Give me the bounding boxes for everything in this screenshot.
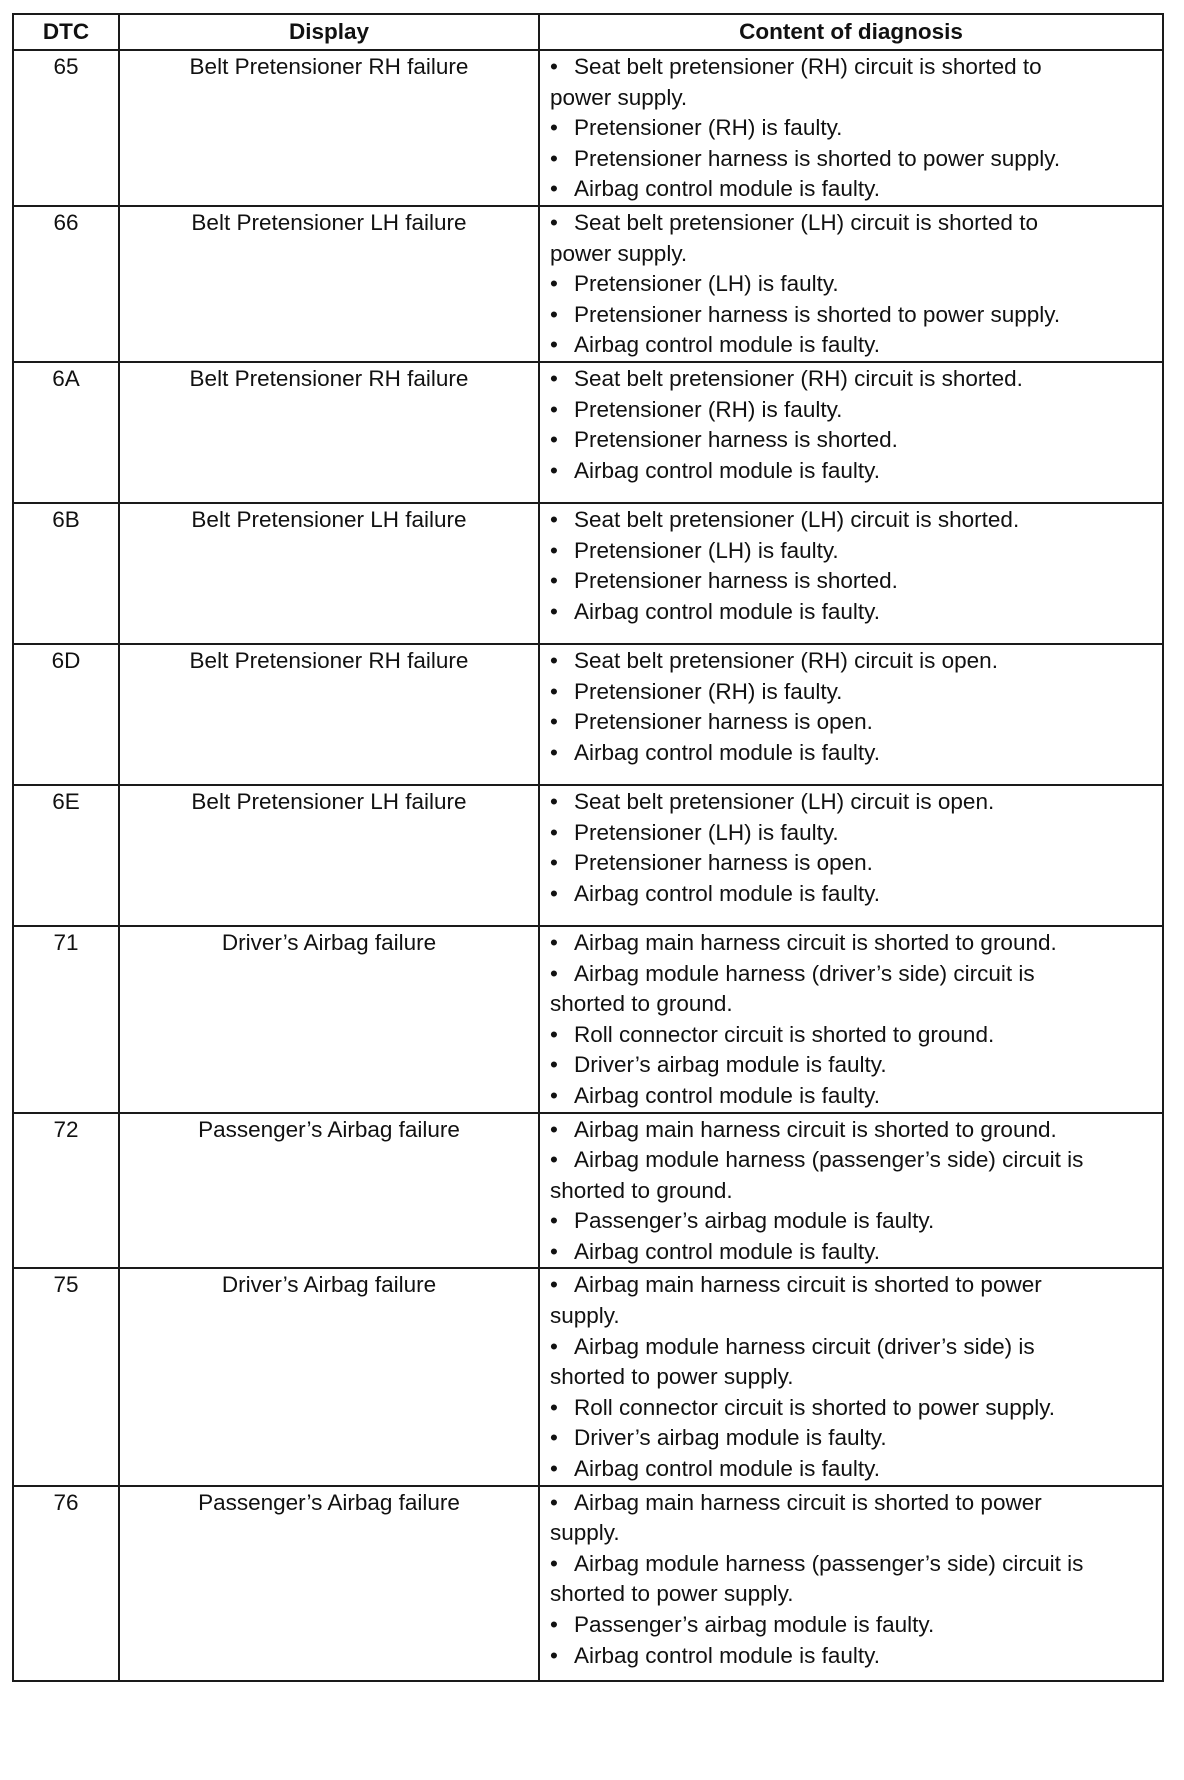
table-row (13, 926, 1163, 1113)
bullet-icon: • (550, 1642, 558, 1668)
header-dtc: DTC (13, 14, 119, 50)
bullet-icon: • (550, 176, 558, 202)
diagnosis-text: Driver’s airbag module is faulty. (574, 1052, 887, 1078)
diagnosis-bullet-item (550, 395, 1156, 426)
diagnosis-text: Airbag control module is faulty. (574, 332, 880, 358)
diagnosis-text: Airbag control module is faulty. (574, 598, 880, 624)
bullet-icon: • (550, 788, 558, 814)
diagnosis-bullet-item (550, 1488, 1156, 1519)
display-cell: Belt Pretensioner RH failure (119, 362, 539, 503)
diagnosis-bullet-item (550, 300, 1156, 331)
bullet-icon: • (550, 739, 558, 765)
diagnosis-bullet-item (550, 787, 1156, 818)
bullet-icon: • (550, 1116, 558, 1142)
diagnosis-text: Airbag control module is faulty. (574, 1238, 880, 1264)
table-row (13, 206, 1163, 362)
diagnosis-bullet-item (550, 113, 1156, 144)
table-header-row (13, 14, 1163, 50)
bullet-icon: • (550, 1612, 558, 1637)
diagnosis-bullet-item (550, 707, 1156, 738)
diagnosis-bullet-item (550, 1610, 1156, 1641)
bullet-icon: • (550, 1208, 558, 1234)
diagnosis-cell (539, 50, 1163, 206)
diagnosis-text: Roll connector circuit is shorted to ground. (574, 1021, 995, 1047)
display-cell: Belt Pretensioner RH failure (119, 644, 539, 785)
diagnosis-bullet-item (550, 959, 1156, 990)
diagnosis-text: Seat belt pretensioner (LH) circuit is shorted. (574, 506, 1020, 532)
diagnosis-text: Airbag control module is faulty. (574, 1456, 880, 1482)
diagnosis-continuation-line (550, 1301, 1156, 1332)
diagnosis-text: power supply. (550, 84, 688, 110)
diagnosis-bullet-item (550, 818, 1156, 849)
bullet-icon: • (550, 145, 558, 171)
bullet-icon: • (550, 678, 558, 704)
bullet-icon: • (550, 880, 558, 906)
diagnosis-bullet-item (550, 1145, 1156, 1176)
diagnosis-text: Pretensioner (RH) is faulty. (574, 115, 843, 141)
diagnosis-bullet-item (550, 1270, 1156, 1301)
bullet-icon: • (550, 396, 558, 422)
dtc-code-cell: 6B (13, 503, 119, 644)
diagnosis-cell (539, 1268, 1163, 1485)
diagnosis-text: Roll connector circuit is shorted to power supply. (574, 1394, 1056, 1420)
bullet-icon: • (550, 1021, 558, 1047)
dtc-code-cell: 6A (13, 362, 119, 503)
diagnosis-bullet-item (550, 1237, 1156, 1268)
diagnosis-bullet-item (550, 1081, 1156, 1112)
bullet-icon: • (550, 54, 558, 79)
bullet-icon: • (550, 1147, 558, 1173)
diagnosis-text: Pretensioner harness is open. (574, 850, 873, 876)
bullet-icon: • (550, 1489, 558, 1515)
diagnosis-text: Pretensioner harness is open. (574, 709, 873, 735)
dtc-code-cell: 66 (13, 206, 119, 362)
diagnosis-text: supply. (550, 1520, 620, 1546)
diagnosis-continuation-line (550, 989, 1156, 1020)
diagnosis-cell (539, 503, 1163, 644)
diagnosis-bullet-item (550, 879, 1156, 910)
diagnosis-text: shorted to ground. (550, 1177, 733, 1203)
bullet-icon: • (550, 568, 558, 594)
dtc-code-cell: 71 (13, 926, 119, 1113)
diagnosis-continuation-line (550, 1518, 1156, 1549)
bullet-icon: • (550, 332, 558, 358)
table-row (13, 644, 1163, 785)
bullet-icon: • (550, 647, 558, 673)
table-row (13, 1268, 1163, 1485)
diagnosis-bullet-item (550, 1206, 1156, 1237)
display-cell: Belt Pretensioner RH failure (119, 50, 539, 206)
bullet-icon: • (550, 1082, 558, 1108)
diagnosis-cell (539, 362, 1163, 503)
bullet-icon: • (550, 1052, 558, 1078)
bullet-icon: • (550, 709, 558, 735)
diagnosis-text: Seat belt pretensioner (LH) circuit is open. (574, 788, 995, 814)
dtc-code-cell: 6D (13, 644, 119, 785)
display-cell: Belt Pretensioner LH failure (119, 503, 539, 644)
diagnosis-bullet-item (550, 52, 1156, 83)
diagnosis-text: shorted to ground. (550, 991, 733, 1017)
diagnosis-text: Seat belt pretensioner (LH) circuit is shorted to (574, 209, 1038, 235)
diagnosis-bullet-item (550, 456, 1156, 487)
diagnosis-text: Airbag module harness (driver’s side) circuit is (574, 960, 1035, 986)
bullet-icon: • (550, 209, 558, 235)
table-row (13, 50, 1163, 206)
bullet-icon: • (550, 301, 558, 327)
diagnosis-bullet-item (550, 425, 1156, 456)
diagnosis-cell (539, 644, 1163, 785)
diagnosis-continuation-line (550, 83, 1156, 114)
diagnosis-text: Pretensioner (RH) is faulty. (574, 396, 843, 422)
diagnosis-bullet-item (550, 536, 1156, 567)
diagnosis-text: Airbag main harness circuit is shorted to ground. (574, 1116, 1057, 1142)
diagnosis-text: Passenger’s airbag module is faulty. (574, 1208, 935, 1234)
bullet-icon: • (550, 1272, 558, 1298)
bullet-icon: • (550, 598, 558, 624)
bullet-icon: • (550, 1425, 558, 1451)
diagnosis-bullet-item (550, 1423, 1156, 1454)
diagnosis-continuation-line (550, 1579, 1156, 1610)
diagnosis-cell (539, 206, 1163, 362)
diagnosis-bullet-item (550, 928, 1156, 959)
bullet-icon: • (550, 1238, 558, 1264)
bullet-icon: • (550, 850, 558, 876)
bullet-icon: • (550, 365, 558, 391)
bullet-icon: • (550, 819, 558, 845)
diagnosis-bullet-item (550, 597, 1156, 628)
diagnosis-bullet-item (550, 1393, 1156, 1424)
diagnosis-text: Airbag main harness circuit is shorted to power (574, 1272, 1042, 1298)
diagnosis-text: supply. (550, 1303, 620, 1329)
bullet-icon: • (550, 929, 558, 955)
display-cell: Belt Pretensioner LH failure (119, 785, 539, 926)
diagnosis-text: Seat belt pretensioner (RH) circuit is shorted. (574, 365, 1023, 391)
bullet-icon: • (550, 1394, 558, 1420)
diagnosis-bullet-item (550, 1020, 1156, 1051)
bullet-icon: • (550, 1550, 558, 1576)
diagnosis-text: Airbag control module is faulty. (574, 880, 880, 906)
diagnosis-bullet-item (550, 208, 1156, 239)
diagnosis-text: Pretensioner (LH) is faulty. (574, 537, 839, 563)
diagnosis-bullet-item (550, 738, 1156, 769)
dtc-code-cell: 75 (13, 1268, 119, 1485)
display-cell: Passenger’s Airbag failure (119, 1113, 539, 1269)
header-display: Display (119, 14, 539, 50)
diagnosis-bullet-item (550, 364, 1156, 395)
diagnosis-continuation-line (550, 239, 1156, 270)
table-row (13, 1486, 1163, 1681)
table-body (13, 50, 1163, 1681)
diagnosis-bullet-item (550, 1332, 1156, 1363)
bullet-icon: • (550, 506, 558, 532)
diagnosis-text: Pretensioner harness is shorted. (574, 427, 898, 453)
diagnosis-text: Pretensioner (LH) is faulty. (574, 271, 839, 297)
diagnosis-text: Pretensioner harness is shorted. (574, 568, 898, 594)
display-cell: Belt Pretensioner LH failure (119, 206, 539, 362)
diagnosis-text: Airbag control module is faulty. (574, 739, 880, 765)
display-cell: Driver’s Airbag failure (119, 1268, 539, 1485)
bullet-icon: • (550, 115, 558, 141)
diagnosis-continuation-line (550, 1176, 1156, 1207)
diagnosis-cell (539, 1486, 1163, 1681)
display-cell: Passenger’s Airbag failure (119, 1486, 539, 1681)
diagnosis-bullet-item (550, 144, 1156, 175)
diagnosis-bullet-item (550, 1641, 1156, 1672)
diagnosis-bullet-item (550, 1549, 1156, 1580)
diagnosis-text: Pretensioner harness is shorted to power supply. (574, 301, 1061, 327)
table-row (13, 503, 1163, 644)
dtc-table (12, 13, 1164, 1682)
diagnosis-text: Airbag main harness circuit is shorted to power (574, 1489, 1042, 1515)
diagnosis-bullet-item (550, 174, 1156, 205)
diagnosis-text: Airbag control module is faulty. (574, 457, 880, 483)
diagnosis-bullet-item (550, 566, 1156, 597)
diagnosis-text: Airbag module harness (passenger’s side) circuit is (574, 1147, 1084, 1173)
diagnosis-bullet-item (550, 269, 1156, 300)
header-content-of-diagnosis: Content of diagnosis (539, 14, 1163, 50)
dtc-code-cell: 76 (13, 1486, 119, 1681)
bullet-icon: • (550, 457, 558, 483)
diagnosis-text: Airbag control module is faulty. (574, 176, 880, 202)
diagnosis-text: Airbag module harness (passenger’s side) circuit is (574, 1550, 1084, 1576)
table-row (13, 1113, 1163, 1269)
diagnosis-text: shorted to power supply. (550, 1581, 794, 1607)
diagnosis-text: Pretensioner (LH) is faulty. (574, 819, 839, 845)
diagnosis-text: Seat belt pretensioner (RH) circuit is open. (574, 647, 998, 673)
table-row (13, 785, 1163, 926)
diagnosis-cell (539, 926, 1163, 1113)
bullet-icon: • (550, 960, 558, 986)
diagnosis-bullet-item (550, 677, 1156, 708)
dtc-code-cell: 6E (13, 785, 119, 926)
display-cell: Driver’s Airbag failure (119, 926, 539, 1113)
diagnosis-text: Driver’s airbag module is faulty. (574, 1425, 887, 1451)
table-row (13, 362, 1163, 503)
bullet-icon: • (550, 1333, 558, 1359)
diagnosis-text: shorted to power supply. (550, 1364, 794, 1390)
bullet-icon: • (550, 271, 558, 297)
diagnosis-text: Pretensioner (RH) is faulty. (574, 678, 843, 704)
diagnosis-bullet-item (550, 646, 1156, 677)
diagnosis-text: power supply. (550, 240, 688, 266)
diagnosis-cell (539, 1113, 1163, 1269)
diagnosis-bullet-item (550, 1115, 1156, 1146)
bullet-icon: • (550, 537, 558, 563)
diagnosis-bullet-item (550, 1050, 1156, 1081)
diagnosis-text: Seat belt pretensioner (RH) circuit is shorted to (574, 54, 1042, 79)
diagnosis-cell (539, 785, 1163, 926)
diagnosis-text: Airbag control module is faulty. (574, 1082, 880, 1108)
diagnosis-bullet-item (550, 505, 1156, 536)
diagnosis-bullet-item (550, 1454, 1156, 1485)
diagnosis-text: Passenger’s airbag module is faulty. (574, 1612, 935, 1637)
bullet-icon: • (550, 1456, 558, 1482)
diagnosis-text: Pretensioner harness is shorted to power supply. (574, 145, 1061, 171)
diagnosis-text: Airbag main harness circuit is shorted to ground. (574, 929, 1057, 955)
diagnosis-continuation-line (550, 1362, 1156, 1393)
diagnosis-text: Airbag module harness circuit (driver’s side) is (574, 1333, 1035, 1359)
bullet-icon: • (550, 427, 558, 453)
diagnosis-bullet-item (550, 848, 1156, 879)
diagnosis-bullet-item (550, 330, 1156, 361)
dtc-code-cell: 65 (13, 50, 119, 206)
dtc-code-cell: 72 (13, 1113, 119, 1269)
diagnosis-text: Airbag control module is faulty. (574, 1642, 880, 1668)
